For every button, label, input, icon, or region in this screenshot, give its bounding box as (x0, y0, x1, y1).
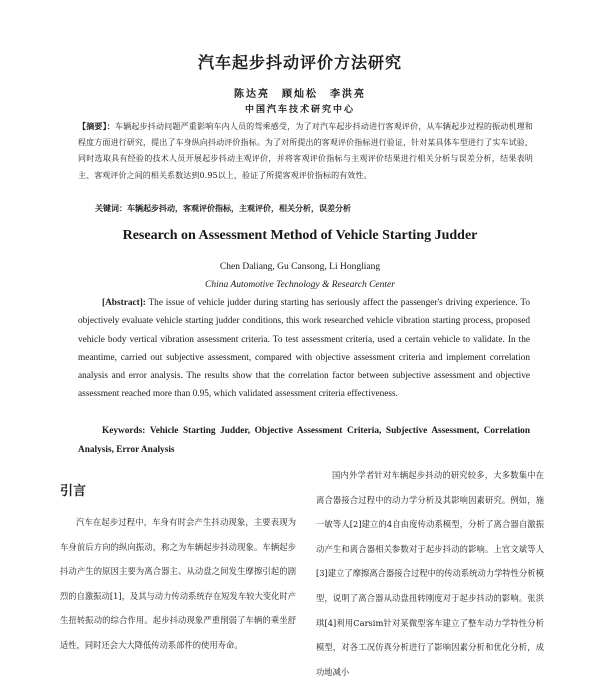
keywords-cn (95, 201, 535, 215)
intro-left-column: 汽车在起步过程中，车身有时会产生抖动现象，主要表现为车身前后方向的纵向振动，称之为车辆起步抖动现象。车辆起步抖动产生的原因主要为离合器主、从动盘之间发生摩擦引起的剧烈的自激振动[1]，及其与动力传动系统存在短发车较大变化时产生扭转振动的综合作用。起步抖动现象严重削弱了车辆的乘坐舒适性，同时还会大大降低传动系部件的使用寿命。 (60, 517, 296, 650)
keywords-en-label: Keywords: (102, 426, 146, 436)
abstract-cn-label: 【摘要】： (78, 121, 115, 131)
affiliation-cn: 中国汽车技术研究中心 (244, 105, 355, 115)
authors-en: Chen Daliang, Gu Cansong, Li Hongliang (219, 262, 381, 272)
abstract-en-text: The issue of vehicle judder during starting has seriously affect the passenger's driving experience. To objectively evaluate vehicle starting judder conditions, this work researched vehicle vibration starting process, proposed vehicle body vertical vibration assessment criteria. To test assessment criteria, used a certain vehicle to validate. In the meantime, carried out subjective assessment, compared with objective assessment criteria and implement correlation analysis and error analysis. The results show that the correlation factor between subjective assessment and objective assessment reached more than 0.95, which validated assessment criteria effectiveness. (78, 298, 530, 400)
authors-cn: 陈达亮 顾灿松 李洪亮 (234, 89, 366, 100)
paper-title-cn: 汽车起步抖动评价方法研究 (197, 53, 402, 72)
paper-title-en: Research on Assessment Method of Vehicle Starting Judder (122, 228, 478, 243)
abstract-en (78, 294, 530, 404)
abstract-en-label: [Abstract]: (102, 298, 146, 308)
abstract-cn (78, 118, 533, 184)
keywords-en-text: Vehicle Starting Judder, Objective Assessment Criteria, Subjective Assessment, Correlation Analysis, Error Analysis (78, 426, 531, 455)
abstract-cn-text: 车辆起步抖动问题严重影响车内人员的驾乘感受，为了对汽车起步抖动进行客观评价，从车辆起步过程的振动机理和程度方面进行研究，提出了车身纵向抖动评价指标。为了对所提出的客观评价指标进行验证，针对某具体车型进行了实车试验，同时选取具有经验的技术人员开展起步抖动主观评价，并将客观评价指标与主观评价结果进行相关分析与误差分析，结果表明主、客观评价之间的相关系数达到0.95以上，验证了所提客观评价指标的有效性。 (78, 122, 533, 180)
keywords-en (78, 422, 530, 459)
intro-right-column: 国内外学者针对车辆起步抖动的研究较多，大多数集中在离合器接合过程中的动力学分析及其影响因素研究。例如，施一敏等人[2]建立的4自由度传动系模型，分析了离合器自激振动产生和离合器相关参数对于起步抖动的影响。上官文斌等人[3]建立了摩擦离合器接合过程中的传动系统动力学特性分析模型，说明了离合器从动盘扭转刚度对于起步抖动的影响。张洪琪[4]利用Carsim针对某微型客车建立了整车动力学特性分析模型，对各工况仿真分析进行了影响因素分析和优化分析，成功地减小 (316, 470, 544, 677)
keywords-cn-text: 车辆起步抖动，客观评价指标，主观评价，相关分析，误差分析 (127, 203, 351, 213)
affiliation-en: China Automotive Technology & Research Center (205, 280, 395, 290)
section-heading-introduction: 引言 (60, 484, 87, 499)
keywords-cn-label: 关键词： (95, 203, 127, 213)
